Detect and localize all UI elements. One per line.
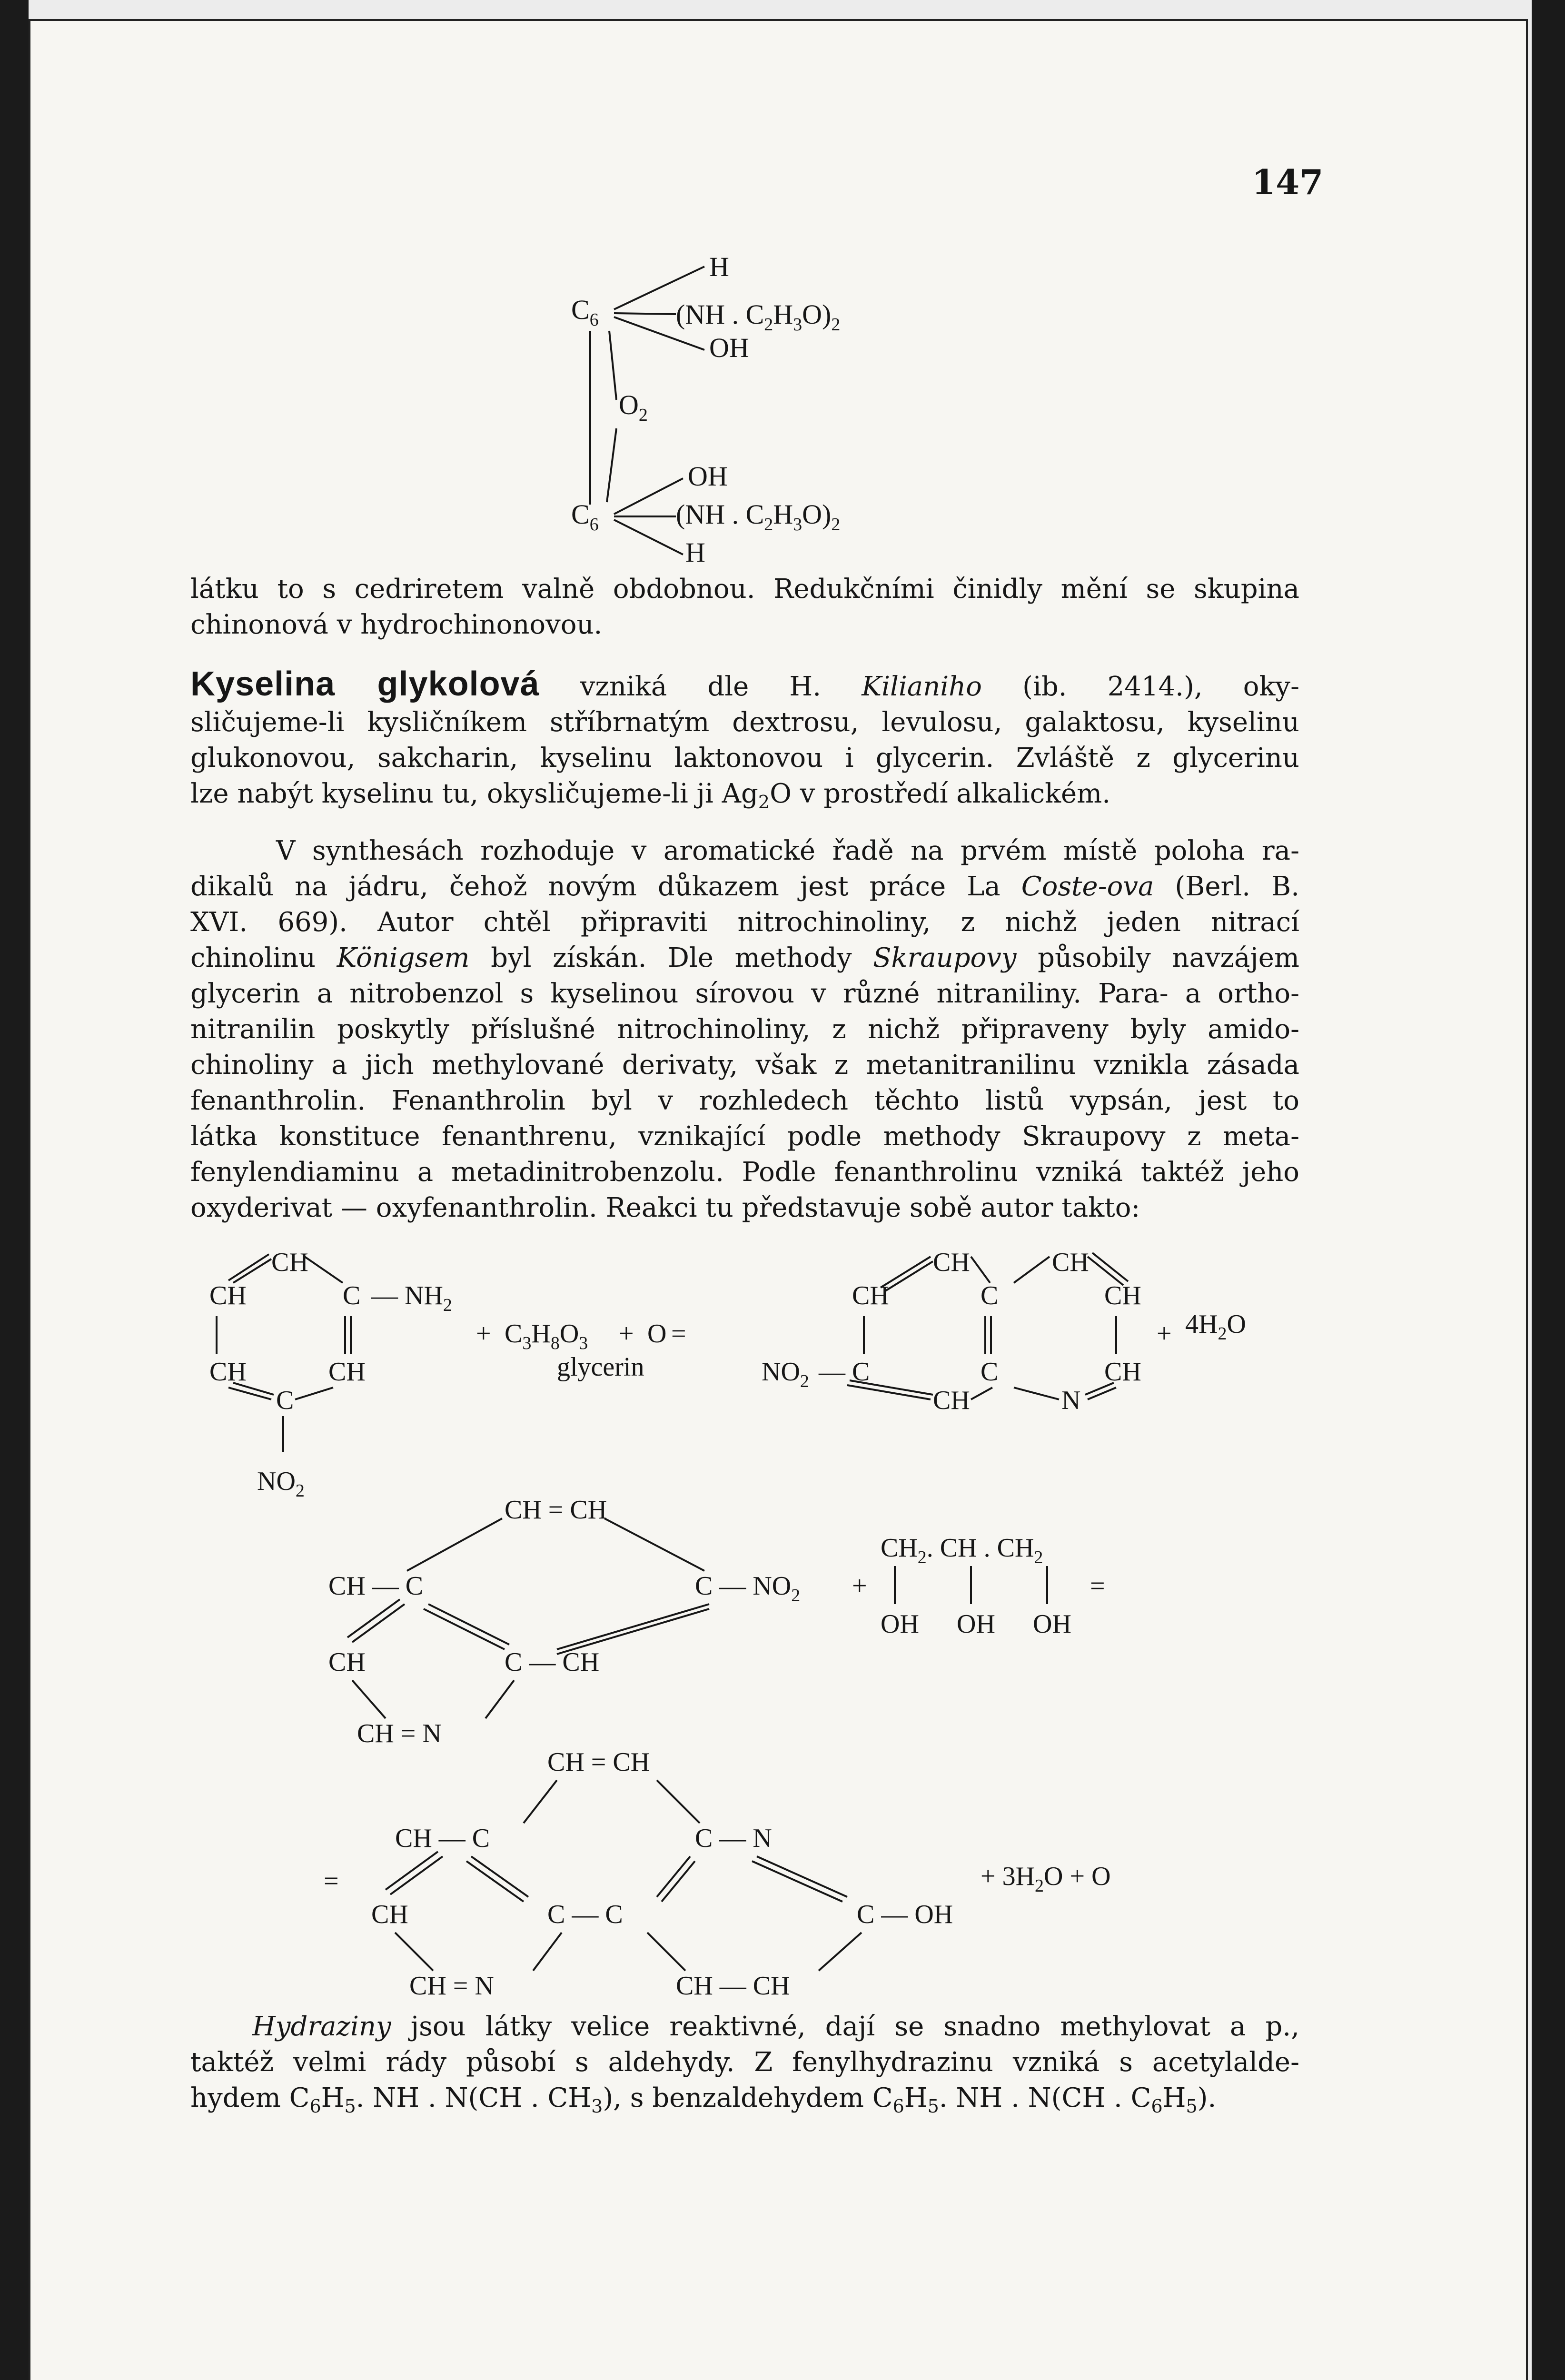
r1-product-ch: CH (1104, 1357, 1141, 1387)
r2-ch-eq-ch: CH = CH (505, 1495, 607, 1525)
r1-product-ch: CH (852, 1281, 889, 1310)
text-line: sličujeme-li kysličníkem stříbrnatým dextrosu, levulosu, galaktosu, kyselinu (190, 707, 1299, 738)
paragraph-hydrazines (190, 2009, 1299, 2124)
r1-oxygen: O (647, 1319, 667, 1349)
text-line: XVI. 669). Autor chtěl připraviti nitrochinoliny, z nichž jeden nitrací (190, 907, 1299, 938)
r1-product-n: N (1061, 1386, 1081, 1415)
formula-nh-top: (NH . $C_2H_3O)_2$ (676, 299, 841, 335)
r1-c3h8o3: $C_3H_8O_3$ (505, 1319, 588, 1353)
r1-equals: = (671, 1319, 686, 1349)
r2-oh: OH (881, 1609, 919, 1639)
reaction-phenanthroline-nitro (305, 1490, 1304, 1756)
r1-product-ch: CH (1052, 1248, 1089, 1277)
r2-ch-eq-n: CH = N (357, 1719, 442, 1748)
text-line: látku to s cedriretem valně obdobnou. Redukčními činidly mění se skupina (190, 574, 1299, 605)
r1-ch-left: CH (209, 1281, 247, 1310)
reaction3-bonds (386, 1780, 862, 1971)
formula-oh-top: OH (709, 332, 749, 363)
text-line: lze nabýt kyselinu tu, okysličujeme-li ji $Ag_2O$ v prostředí alkalickém. (190, 778, 1111, 813)
section-heading: Kyselina glykolová (190, 665, 540, 703)
text-line: Kyselina glykolová vzniká dle H. Kilianiho (ib. 2414.), oky- (190, 665, 1299, 703)
r3-c-c: C — C (547, 1900, 623, 1929)
r2-oh: OH (957, 1609, 995, 1639)
text-line: oxyderivat — oxyfenanthrolin. Reakci tu představuje sobě autor takto: (190, 1192, 1140, 1223)
text-line: nitranilin poskytly příslušné nitrochinoliny, z nichž připraveny byly amido- (190, 1014, 1299, 1045)
r2-c-no2: C — $NO_2$ (695, 1571, 801, 1606)
text-line: glukonovou, sakcharin, kyselinu laktonovou i glycerin. Zvláště z glycerinu (190, 743, 1299, 774)
r3-ch-eq-n: CH = N (409, 1971, 494, 2001)
r1-nh2: — $NH_2$ (371, 1281, 452, 1315)
text-line: fenylendiaminu a metadinitrobenzolu. Podle fenanthrolinu vzniká taktéž jeho (190, 1157, 1299, 1188)
r1-plus: + (476, 1319, 491, 1349)
text-line: hydem $C_6H_5$. NH . N(CH . $CH_3$), s benzaldehydem $C_6H_5$. NH . N(CH . $C_6H_5$). (190, 2082, 1217, 2117)
formula-c6-top: $C_6$ (571, 294, 599, 330)
text-line: V synthesách rozhoduje v aromatické řadě na prvém místě poloha ra- (276, 835, 1299, 866)
r1-product-ch: CH (933, 1386, 970, 1415)
text-line: chinoliny a jich methylované derivaty, však z metanitranilinu vznikla zásada (190, 1050, 1299, 1081)
scan-edge-right (1532, 0, 1565, 2380)
r2-oh: OH (1033, 1609, 1071, 1639)
r2-c-ch: C — CH (505, 1647, 600, 1677)
reaction-oxyphenanthroline (314, 1742, 1314, 2009)
quinone-formula (571, 248, 952, 581)
r2-glycerol-chain: $CH_2$. CH . $CH_2$ (881, 1533, 1043, 1567)
text-line: glycerin a nitrobenzol s kyselinou sírovou v různé nitraniliny. Para- a ortho- (190, 978, 1299, 1009)
r1-product-c: C (981, 1357, 999, 1387)
text-line: látka konstituce fenanthrenu, vznikající podle methody Skraupovy z meta- (190, 1121, 1299, 1152)
r3-products: + $3H_2O + O$ (981, 1862, 1111, 1896)
r1-no2: $NO_2$ (257, 1467, 305, 1501)
r1-product-c: — C (819, 1357, 870, 1387)
r3-ch-ch: CH — CH (676, 1971, 790, 2001)
r1-c-bottom: C (276, 1386, 294, 1415)
r3-c-oh: C — OH (857, 1900, 953, 1929)
formula-oh-bottom: OH (688, 461, 728, 492)
r3-c-n: C — N (695, 1824, 772, 1853)
r1-c-right: C (343, 1281, 361, 1310)
r3-equals: = (324, 1866, 339, 1896)
r1-product-c: C (981, 1281, 999, 1310)
r1-ch-right-bottom: CH (328, 1357, 366, 1387)
r3-ch: CH (371, 1900, 408, 1929)
r1-product-ch: CH (1104, 1281, 1141, 1310)
paragraph-glycolic-acid (190, 666, 1299, 820)
formula-h-top: H (709, 251, 729, 282)
text-line: Hydraziny jsou látky velice reaktivné, dají se snadno methylovat a p., (252, 2011, 1299, 2042)
r2-ch: CH (328, 1647, 366, 1677)
r2-plus: + (852, 1571, 867, 1601)
r2-ch-c: CH — C (328, 1571, 424, 1601)
text-line: chinonová v hydrochinonovou. (190, 609, 603, 640)
formula-nh-bottom: (NH . $C_2H_3O)_2$ (676, 499, 841, 535)
paragraph-chinone (190, 571, 1299, 643)
paragraph-synthesis (190, 833, 1299, 1226)
formula-o2: $O_2$ (619, 389, 648, 425)
r1-ch-left-bottom: CH (209, 1357, 247, 1387)
text-line: chinolinu Königsem byl získán. Dle methody Skraupovy působily navzájem (190, 942, 1299, 973)
scan-edge-left (0, 0, 29, 2380)
text-line: fenanthrolin. Fenanthrolin byl v rozhledech těchto listů vypsán, jest to (190, 1085, 1299, 1116)
text-line: dikalů na jádru, čehož novým důkazem jest práce La Coste-ova (Berl. B. (190, 871, 1299, 902)
r1-plus: + (619, 1319, 634, 1349)
r3-ch-eq-ch: CH = CH (547, 1747, 650, 1777)
r1-ch-top: CH (271, 1248, 308, 1277)
formula-c6-bottom: $C_6$ (571, 499, 599, 535)
r3-ch-c: CH — C (395, 1824, 490, 1853)
r1-glycerin-label: glycerin (557, 1352, 644, 1382)
r1-product-no2: $NO_2$ (762, 1357, 809, 1391)
r2-equals: = (1090, 1571, 1105, 1601)
reaction-skraup-scheme (190, 1242, 1333, 1509)
r1-plus: + (1157, 1319, 1172, 1349)
text-line: taktéž velmi rády působí s aldehydy. Z fenylhydrazinu vzniká s acetylalde- (190, 2047, 1299, 2078)
r1-water: $4H_2O$ (1185, 1309, 1246, 1344)
r1-product-ch: CH (933, 1248, 970, 1277)
page-number: 147 (1252, 162, 1324, 202)
formula-h-bottom: H (685, 537, 705, 568)
